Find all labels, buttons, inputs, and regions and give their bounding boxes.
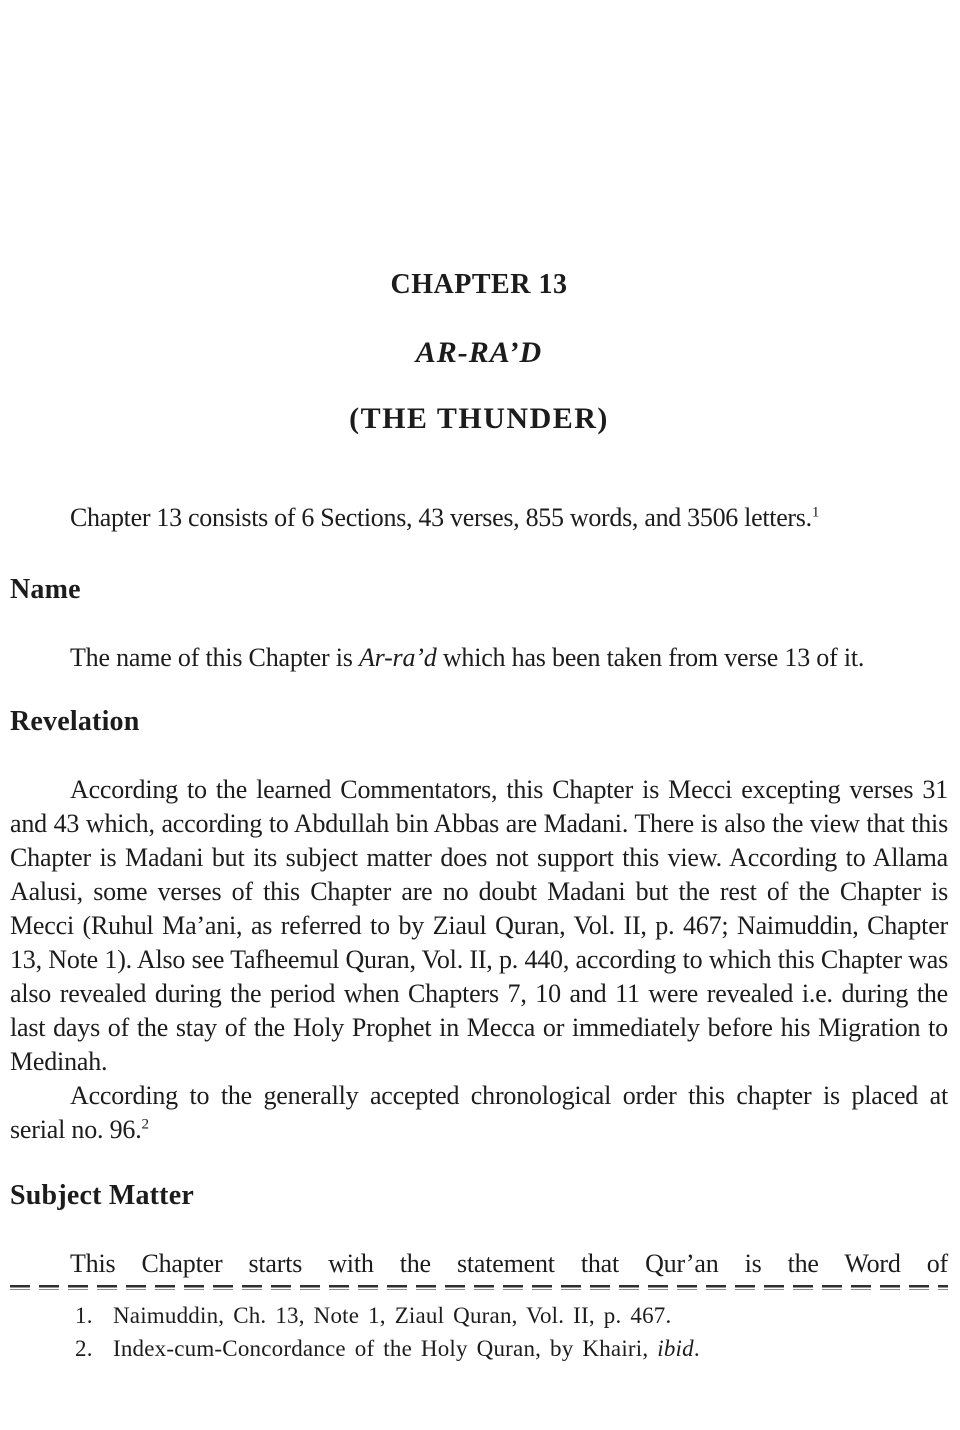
footnote-text-2-pre: Index-cum-Concordance of the Holy Quran, by Khairi, [113,1336,658,1361]
footnote-number-1: 1. [75,1303,93,1328]
chapter-name-inline-italic: Ar-ra’d [359,643,437,672]
footnote-divider [10,1285,948,1290]
footnote-text-2-post: . [693,1336,700,1361]
section-heading-subject-matter: Subject Matter [10,1180,194,1211]
footnote-item-2 [75,1332,948,1365]
footnote-ref-2: 2 [141,1116,150,1133]
revelation-paragraph-1: According to the learned Commentators, this Chapter is Mecci excepting verses 31 and 43 which, according to Abdullah bin Abbas are Madani. There is also the view that this Chapter is Madani but its subject matter does not support this view. According to Allama Aalusi, some verses of this Chapter are no doubt Madani but the rest of the Chapter is Mecci (Ruhul Ma’ani, as referred to by Ziaul Quran, Vol. II, p. 467; Naimuddin, Chapter 13, Note 1). Also see Tafheemul Quran, Vol. II, p. 440, according to which this Chapter was also revealed during the period when Chapters 7, 10 and 11 were revealed i.e. during the last days of the stay of the Holy Prophet in Mecca or immediately before his Migration to Medinah. [10,775,948,1076]
subject-matter-paragraph: This Chapter starts with the statement that Qur’an is the Word of [70,1249,948,1278]
name-paragraph-text-post: which has been taken from verse 13 of it. [436,643,865,672]
footnote-ref-1: 1 [811,504,820,521]
section-heading-name: Name [10,574,81,605]
footnote-text-1: Naimuddin, Ch. 13, Note 1, Ziaul Quran, Vol. II, p. 467. [113,1303,672,1328]
footnote-item-1 [75,1299,948,1332]
footnote-text-2-ibid: ibid [657,1336,694,1361]
chapter-name-heading: AR-RA’D [415,336,543,369]
revelation-paragraph-2 [10,1079,948,1147]
chapter-translation-heading: (THE THUNDER) [349,402,609,435]
name-paragraph-text-pre: The name of this Chapter is [70,643,359,672]
footnote-list [10,1299,948,1365]
intro-text: Chapter 13 consists of 6 Sections, 43 verses, 855 words, and 3506 letters. [70,503,812,532]
name-paragraph [10,641,948,675]
revelation-paragraph-2-text: According to the generally accepted chronological order this chapter is placed at serial no. 96. [10,1081,948,1144]
footnote-text-2 [113,1332,948,1365]
intro-paragraph [10,501,948,535]
section-heading-revelation: Revelation [10,706,140,737]
footnote-number-2: 2. [75,1336,93,1361]
chapter-number-heading: CHAPTER 13 [390,269,568,300]
